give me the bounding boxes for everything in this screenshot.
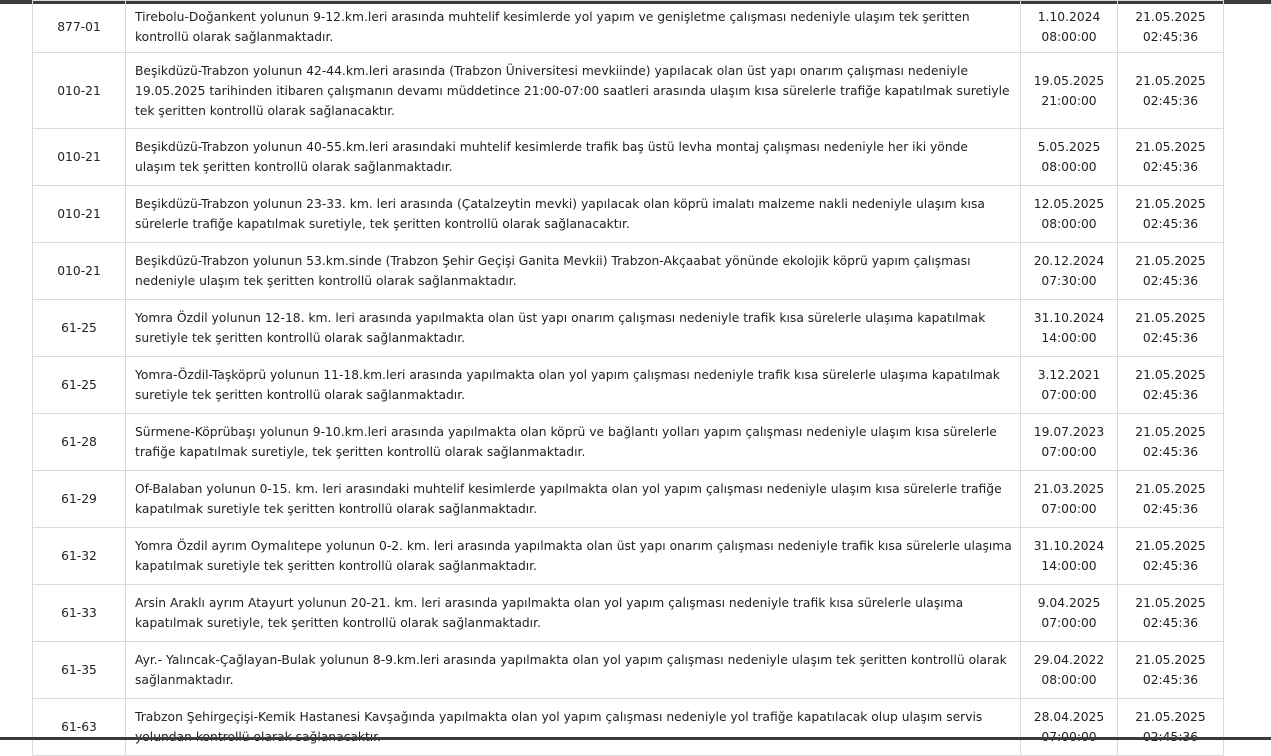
start-date: 3.12.2021 bbox=[1037, 368, 1101, 382]
end-datetime-cell bbox=[1118, 528, 1224, 585]
road-code-cell: 61-35 bbox=[33, 642, 126, 699]
end-time: 02:45:36 bbox=[1142, 616, 1199, 630]
start-datetime-cell bbox=[1021, 1, 1118, 53]
end-date: 21.05.2025 bbox=[1135, 254, 1206, 268]
description-cell: Ayr.- Yalıncak-Çağlayan-Bulak yolunun 8-9.km.leri arasında yapılmakta olan yol yapım çalışması nedeniyle ulaşım tek şeritten kontrollü olarak sağlanmaktadır. bbox=[126, 642, 1021, 699]
table-row bbox=[33, 585, 1224, 642]
end-time: 02:45:36 bbox=[1142, 331, 1199, 345]
start-time: 14:00:00 bbox=[1041, 559, 1097, 573]
start-datetime-cell bbox=[1021, 528, 1118, 585]
start-time: 07:30:00 bbox=[1041, 274, 1097, 288]
description-cell: Sürmene-Köprübaşı yolunun 9-10.km.leri arasında yapılmakta olan köprü ve bağlantı yolları yapım çalışması nedeniyle ulaşım kısa sürelerle trafiğe kapatılmak suretiyle, tek şeritten kontrollü olarak sağlanmaktadır. bbox=[126, 414, 1021, 471]
road-code-cell: 010-21 bbox=[33, 53, 126, 129]
road-code-cell: 61-25 bbox=[33, 357, 126, 414]
end-time: 02:45:36 bbox=[1142, 160, 1199, 174]
start-time: 08:00:00 bbox=[1041, 29, 1097, 44]
start-datetime-cell bbox=[1021, 243, 1118, 300]
road-code-cell: 010-21 bbox=[33, 243, 126, 300]
end-date: 21.05.2025 bbox=[1135, 73, 1206, 88]
end-date: 21.05.2025 bbox=[1135, 482, 1206, 496]
end-time: 02:45:36 bbox=[1142, 445, 1199, 459]
road-code-cell: 61-25 bbox=[33, 300, 126, 357]
end-datetime-cell bbox=[1118, 300, 1224, 357]
start-time: 14:00:00 bbox=[1041, 331, 1097, 345]
start-time: 07:00:00 bbox=[1041, 445, 1097, 459]
description-cell: Yomra-Özdil-Taşköprü yolunun 11-18.km.leri arasında yapılmakta olan yol yapım çalışması nedeniyle trafik kısa sürelerle ulaşıma kapatılmak suretiyle tek şeritten kontrollü olarak sağlanmaktadır. bbox=[126, 357, 1021, 414]
table-row bbox=[33, 300, 1224, 357]
end-date: 21.05.2025 bbox=[1135, 9, 1206, 24]
table-row bbox=[33, 642, 1224, 699]
end-date: 21.05.2025 bbox=[1135, 311, 1206, 325]
road-works-table bbox=[32, 0, 1224, 756]
end-date: 21.05.2025 bbox=[1135, 596, 1206, 610]
table-row bbox=[33, 129, 1224, 186]
end-datetime-cell bbox=[1118, 357, 1224, 414]
table-row bbox=[33, 471, 1224, 528]
end-datetime-cell bbox=[1118, 699, 1224, 756]
start-datetime-cell bbox=[1021, 414, 1118, 471]
description-cell: Beşikdüzü-Trabzon yolunun 42-44.km.leri arasında (Trabzon Üniversitesi mevkiinde) yapılacak olan üst yapı onarım çalışması nedeniyle 19.05.2025 tarihinden itibaren çalışmanın devamı müddetince 21:00-07:00 saatleri arasında ulaşım kısa sürelerle trafiğe kapatılmak suretiyle tek şeritten kontrollü olarak sağlanacaktır. bbox=[126, 53, 1021, 129]
road-code-cell: 61-32 bbox=[33, 528, 126, 585]
table-row bbox=[33, 186, 1224, 243]
description-cell: Beşikdüzü-Trabzon yolunun 53.km.sinde (Trabzon Şehir Geçişi Ganita Mevkii) Trabzon-Akçaabat yönünde ekolojik köprü yapım çalışması nedeniyle ulaşım tek şeritten kontrollü olarak sağlanmaktadır. bbox=[126, 243, 1021, 300]
table-row bbox=[33, 1, 1224, 53]
end-datetime-cell bbox=[1118, 129, 1224, 186]
end-datetime-cell bbox=[1118, 53, 1224, 129]
end-time: 02:45:36 bbox=[1142, 502, 1199, 516]
start-datetime-cell bbox=[1021, 53, 1118, 129]
end-datetime-cell bbox=[1118, 471, 1224, 528]
end-datetime-cell bbox=[1118, 186, 1224, 243]
start-datetime-cell bbox=[1021, 357, 1118, 414]
description-cell: Yomra Özdil ayrım Oymalıtepe yolunun 0-2. km. leri arasında yapılmakta olan üst yapı onarım çalışması nedeniyle trafik kısa sürelerle ulaşıma kapatılmak suretiyle tek şeritten kontrollü olarak sağlanmaktadır. bbox=[126, 528, 1021, 585]
road-code-cell: 61-63 bbox=[33, 699, 126, 756]
start-date: 28.04.2025 bbox=[1033, 710, 1105, 724]
road-code-cell: 61-28 bbox=[33, 414, 126, 471]
start-time: 08:00:00 bbox=[1041, 160, 1097, 174]
start-datetime-cell bbox=[1021, 642, 1118, 699]
start-datetime-cell bbox=[1021, 471, 1118, 528]
end-date: 21.05.2025 bbox=[1135, 653, 1206, 667]
start-time: 07:00:00 bbox=[1041, 388, 1097, 402]
description-cell: Tirebolu-Doğankent yolunun 9-12.km.leri arasında muhtelif kesimlerde yol yapım ve genişletme çalışması nedeniyle ulaşım tek şeritten kontrollü olarak sağlanmaktadır. bbox=[126, 1, 1021, 53]
description-cell: Of-Balaban yolunun 0-15. km. leri arasındaki muhtelif kesimlerde yapılmakta olan yol yapım çalışması nedeniyle ulaşım kısa sürelerle trafiğe kapatılmak suretiyle tek şeritten kontrollü olarak sağlanmaktadır. bbox=[126, 471, 1021, 528]
start-datetime-cell bbox=[1021, 129, 1118, 186]
table-row bbox=[33, 243, 1224, 300]
start-datetime-cell bbox=[1021, 699, 1118, 756]
end-time: 02:45:36 bbox=[1142, 388, 1199, 402]
start-time: 21:00:00 bbox=[1041, 93, 1097, 108]
start-date: 12.05.2025 bbox=[1033, 197, 1105, 211]
end-time: 02:45:36 bbox=[1142, 93, 1199, 108]
end-date: 21.05.2025 bbox=[1135, 710, 1206, 724]
description-cell: Yomra Özdil yolunun 12-18. km. leri arasında yapılmakta olan üst yapı onarım çalışması nedeniyle trafik kısa sürelerle ulaşıma kapatılmak suretiyle tek şeritten kontrollü olarak sağlanmaktadır. bbox=[126, 300, 1021, 357]
start-date: 29.04.2022 bbox=[1033, 653, 1105, 667]
start-datetime-cell bbox=[1021, 585, 1118, 642]
start-datetime-cell bbox=[1021, 186, 1118, 243]
end-datetime-cell bbox=[1118, 585, 1224, 642]
end-date: 21.05.2025 bbox=[1135, 197, 1206, 211]
start-time: 07:00:00 bbox=[1041, 502, 1097, 516]
description-cell: Trabzon Şehirgeçişi-Kemik Hastanesi Kavşağında yapılmakta olan yol yapım çalışması nedeniyle yol trafiğe kapatılacak olup ulaşım servis bbox=[126, 699, 1021, 756]
start-time: 07:00:00 bbox=[1041, 616, 1097, 630]
end-datetime-cell bbox=[1118, 243, 1224, 300]
description-cell: Beşikdüzü-Trabzon yolunun 23-33. km. leri arasında (Çatalzeytin mevki) yapılacak olan köprü imalatı malzeme nakli nedeniyle ulaşım kısa sürelerle trafiğe kapatılmak suretiyle, tek şeritten kontrollü olarak sağlanacaktır. bbox=[126, 186, 1021, 243]
end-date: 21.05.2025 bbox=[1135, 539, 1206, 553]
road-works-table-container[interactable] bbox=[32, 0, 1223, 756]
start-date: 19.05.2025 bbox=[1033, 73, 1105, 88]
start-date: 20.12.2024 bbox=[1033, 254, 1105, 268]
road-code-cell: 010-21 bbox=[33, 186, 126, 243]
end-time: 02:45:36 bbox=[1142, 217, 1199, 231]
start-time: 08:00:00 bbox=[1041, 673, 1097, 687]
end-date: 21.05.2025 bbox=[1135, 425, 1206, 439]
start-datetime-cell bbox=[1021, 300, 1118, 357]
end-time: 02:45:36 bbox=[1142, 559, 1199, 573]
table-row bbox=[33, 414, 1224, 471]
table-row bbox=[33, 357, 1224, 414]
road-code-cell: 877-01 bbox=[33, 1, 126, 53]
table-row bbox=[33, 699, 1224, 756]
start-date: 31.10.2024 bbox=[1033, 311, 1105, 325]
description-cell: Beşikdüzü-Trabzon yolunun 40-55.km.leri arasındaki muhtelif kesimlerde trafik baş üstü levha montaj çalışması nedeniyle her iki yönde ulaşım tek şeritten kontrollü olarak sağlanmaktadır. bbox=[126, 129, 1021, 186]
start-date: 21.03.2025 bbox=[1033, 482, 1105, 496]
road-code-cell: 010-21 bbox=[33, 129, 126, 186]
start-time: 08:00:00 bbox=[1041, 217, 1097, 231]
end-time: 02:45:36 bbox=[1142, 274, 1199, 288]
end-datetime-cell bbox=[1118, 1, 1224, 53]
road-code-cell: 61-29 bbox=[33, 471, 126, 528]
end-datetime-cell bbox=[1118, 414, 1224, 471]
road-code-cell: 61-33 bbox=[33, 585, 126, 642]
start-date: 19.07.2023 bbox=[1033, 425, 1105, 439]
start-date: 5.05.2025 bbox=[1037, 140, 1101, 154]
end-date: 21.05.2025 bbox=[1135, 368, 1206, 382]
start-date: 9.04.2025 bbox=[1037, 596, 1101, 610]
end-time: 02:45:36 bbox=[1142, 29, 1199, 44]
table-row bbox=[33, 53, 1224, 129]
table-row bbox=[33, 528, 1224, 585]
start-date: 1.10.2024 bbox=[1037, 9, 1101, 24]
start-date: 31.10.2024 bbox=[1033, 539, 1105, 553]
end-date: 21.05.2025 bbox=[1135, 140, 1206, 154]
end-datetime-cell bbox=[1118, 642, 1224, 699]
end-time: 02:45:36 bbox=[1142, 673, 1199, 687]
description-cell: Arsin Araklı ayrım Atayurt yolunun 20-21. km. leri arasında yapılmakta olan yol yapım çalışması nedeniyle trafik kısa sürelerle ulaşıma kapatılmak suretiyle, tek şeritten kontrollü olarak sağlanmaktadır. bbox=[126, 585, 1021, 642]
